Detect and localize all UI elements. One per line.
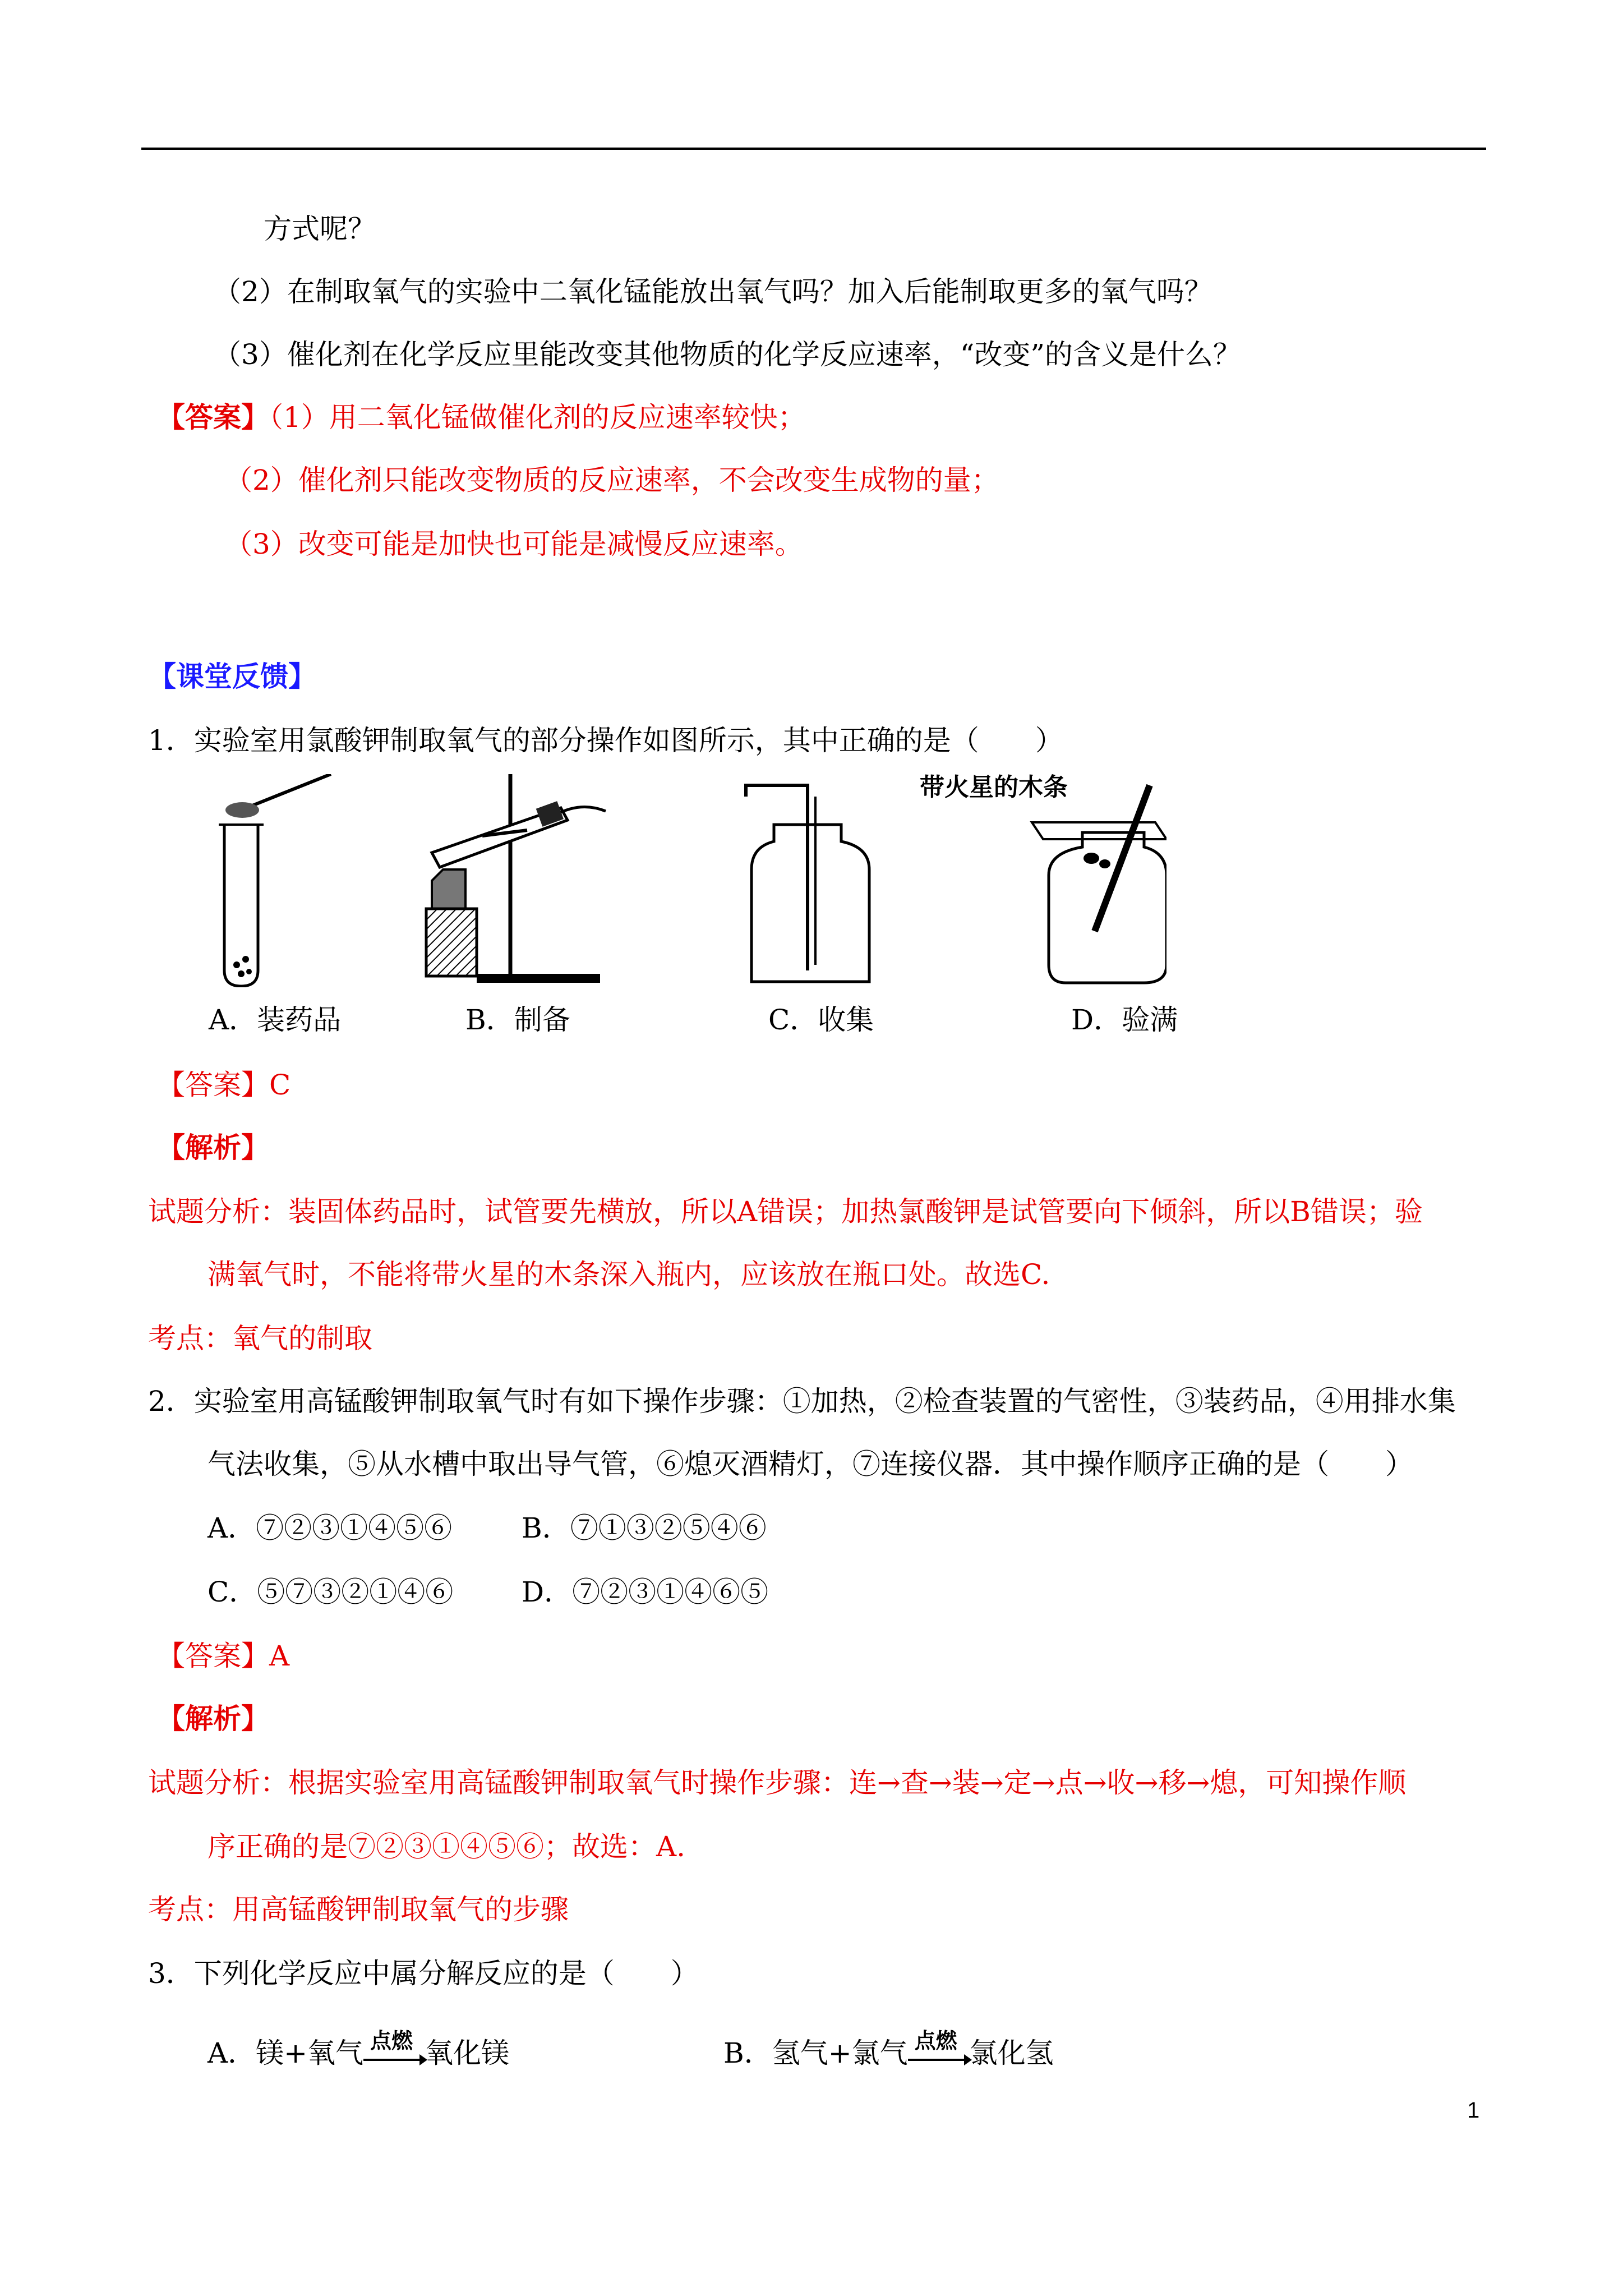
- reaction-condition: 点燃: [914, 2028, 957, 2053]
- intro-answer-1: [157, 401, 806, 434]
- reaction-arrow: [363, 2028, 425, 2070]
- q1-knowledge-point: 考点：氧气的制取: [148, 1322, 372, 1355]
- q1-stem: 1．实验室用氯酸钾制取氧气的部分操作如图所示，其中正确的是（ ）: [148, 724, 1063, 757]
- answer-text: （1）用二氧化锰做催化剂的反应速率较快；: [269, 401, 806, 434]
- q3-stem: 3．下列化学反应中属分解反应的是（ ）: [148, 1957, 699, 1990]
- test-tube: [224, 825, 258, 986]
- alcohol-lamp: [426, 909, 477, 976]
- figure-verify-full: [920, 774, 1166, 987]
- q2-stem-line-2: 气法收集，⑤从水槽中取出导气管，⑥熄灭酒精灯，⑦连接仪器．其中操作顺序正确的是（ ）: [208, 1448, 1413, 1480]
- q3-option-a-reactants: A．镁+氧气: [208, 2037, 364, 2069]
- gas-jar: [751, 825, 869, 982]
- q1-analysis-line-1: 试题分析：装固体药品时，试管要先横放，所以A错误；加热氯酸钾是试管要向下倾斜，所以B错误；验: [148, 1195, 1423, 1228]
- q1-option-b: B．制备: [465, 1004, 570, 1036]
- intro-answer-2: （2）催化剂只能改变物质的反应速率，不会改变生成物的量；: [224, 464, 999, 496]
- arrow-icon: [908, 2059, 970, 2061]
- figure-load-reagent: [202, 774, 348, 987]
- q3-option-b-product: 氯化氢: [969, 2037, 1054, 2069]
- reaction-arrow: [908, 2028, 970, 2070]
- q3-option-a: [208, 2028, 510, 2070]
- q1-option-c: C．收集: [768, 1004, 874, 1036]
- q2-analysis-label: 【解析】: [157, 1702, 269, 1735]
- answer-label: 【答案】: [157, 401, 269, 434]
- q2-knowledge-point: 考点：用高锰酸钾制取氧气的步骤: [148, 1893, 569, 1926]
- q1-analysis-label: 【解析】: [157, 1131, 269, 1164]
- q2-analysis-line-2: 序正确的是⑦②③①④⑤⑥；故选：A.: [208, 1830, 686, 1863]
- q1-option-d: D．验满: [1071, 1004, 1178, 1036]
- question-3-text: （3）催化剂在化学反应里能改变其他物质的化学反应速率，“改变”的含义是什么？: [213, 338, 1241, 371]
- burner-flame: [432, 869, 465, 909]
- arrow-icon: [363, 2059, 425, 2061]
- intro-answer-3: （3）改变可能是加快也可能是减慢反应速率。: [224, 528, 803, 560]
- q1-analysis-line-2: 满氧气时，不能将带火星的木条深入瓶内，应该放在瓶口处。故选C.: [208, 1258, 1050, 1291]
- glass-plate: [1032, 822, 1166, 839]
- reaction-condition: 点燃: [370, 2028, 413, 2053]
- question-2-text: （2）在制取氧气的实验中二氧化锰能放出氧气吗？加入后能制取更多的氧气吗？: [213, 275, 1212, 308]
- page-number: 1: [1467, 2098, 1480, 2123]
- iron-stand-base: [477, 974, 600, 983]
- q2-answer: 【答案】A: [157, 1640, 290, 1672]
- q2-option-a: A．⑦②③①④⑤⑥: [208, 1512, 453, 1544]
- spoon-bowl: [225, 802, 259, 818]
- q3-option-b-reactants: B．氢气+氯气: [723, 2037, 908, 2069]
- q1-answer: 【答案】C: [157, 1069, 291, 1101]
- delivery-tube: [746, 785, 808, 970]
- glowing-splint: [1095, 785, 1150, 931]
- gas-bottle: [1049, 832, 1166, 983]
- header-rule: [141, 148, 1486, 150]
- spoon-handle: [247, 774, 331, 808]
- intro-line: 方式呢？: [264, 213, 376, 245]
- q2-option-c: C．⑤⑦③②①④⑥: [208, 1576, 454, 1608]
- section-title: 【课堂反馈】: [148, 660, 316, 693]
- q2-option-d: D．⑦②③①④⑥⑤: [522, 1576, 769, 1608]
- q2-option-b: B．⑦①③②⑤④⑥: [522, 1512, 767, 1544]
- q2-stem-line-1: 2．实验室用高锰酸钾制取氧气时有如下操作步骤：①加热，②检查装置的气密性，③装药品，④用排水集: [148, 1385, 1456, 1418]
- q3-option-b: [723, 2028, 1054, 2070]
- figure-caption: 带火星的木条: [920, 774, 1068, 802]
- q2-analysis-line-1: 试题分析：根据实验室用高锰酸钾制取氧气时操作步骤：连→查→装→定→点→收→移→熄，可知操作顺: [148, 1766, 1407, 1799]
- figure-collect-gas: [740, 780, 886, 993]
- q3-option-a-product: 氧化镁: [425, 2037, 510, 2069]
- figure-heating-apparatus: [415, 769, 617, 993]
- q1-option-a: A．装药品: [209, 1004, 342, 1036]
